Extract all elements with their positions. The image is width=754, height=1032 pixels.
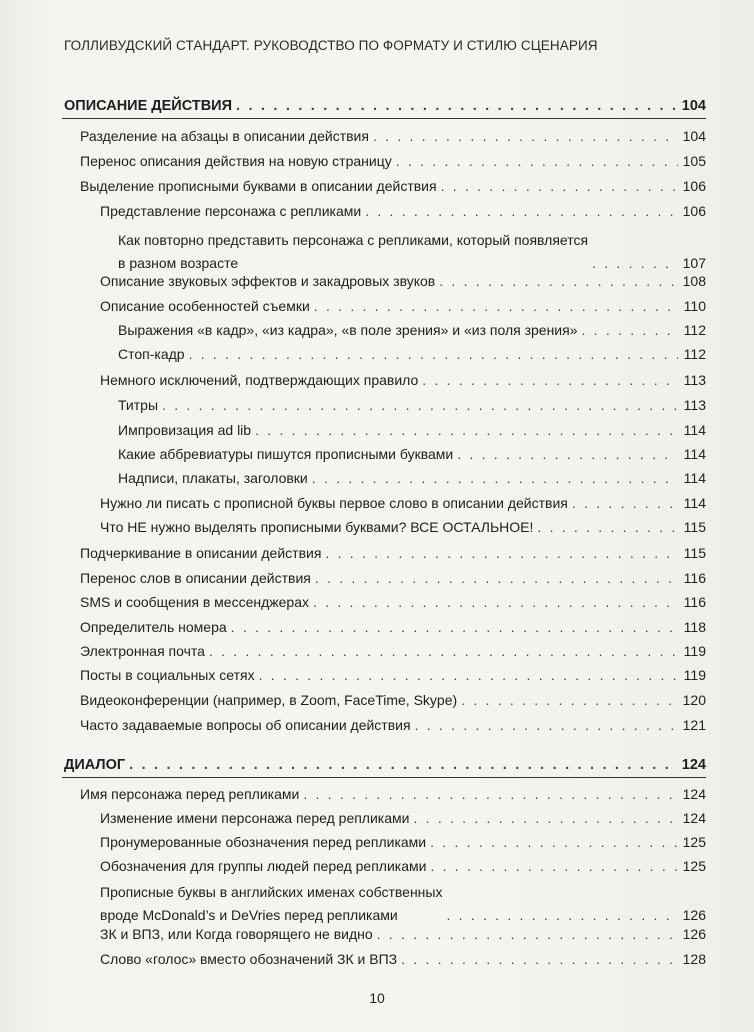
toc-page-number: 119 [683,643,706,659]
toc-leader-dots [377,926,678,943]
toc-page-number: 104 [682,128,706,144]
toc-leader-dots [209,643,678,660]
toc-leader-dots [259,667,678,684]
toc-entry-title: ЗК и ВПЗ, или Когда говорящего не видно [100,926,373,942]
toc-entry-title: Обозначения для группы людей перед репликами [100,858,427,874]
toc-leader-dots [162,397,678,414]
toc-leader-dots [313,594,678,611]
toc-page-number: 114 [683,422,706,438]
toc-entry [80,153,706,170]
toc-entry-title: Электронная почта [80,643,205,659]
toc-entry-title [100,884,442,924]
toc-entry-title: Стоп-кадр [118,346,185,362]
toc-entry [118,470,706,487]
toc-leader-dots [365,203,678,220]
toc-entry [100,884,706,924]
toc-leader-dots [401,951,678,968]
toc-entry [118,346,706,363]
toc-page-number: 116 [683,570,706,586]
toc-entry-title: Представление персонажа с репликами [100,203,362,219]
toc-entry [100,926,706,943]
toc-leader-dots [430,858,678,875]
toc-entry [80,692,706,709]
toc-entry-title: Выражения «в кадр», «из кадра», «в поле зрения» и «из поля зрения» [118,322,578,338]
toc-page-number: 108 [682,273,706,289]
toc-leader-dots [582,322,679,339]
toc-entry [80,594,706,611]
toc-page-number: 124 [681,757,706,773]
toc-section-heading [64,757,706,774]
toc-page-number: 116 [683,594,706,610]
toc-entry [118,422,706,439]
toc-entry [118,232,706,272]
toc-entry [100,834,706,851]
toc-entry-title: Видеоконференции (например, в Zoom, FaceTime, Skype) [80,692,458,708]
toc-entry-title: Какие аббревиатуры пишутся прописными буквами [118,446,454,462]
toc-leader-dots [415,717,678,734]
toc-entry [80,786,706,803]
toc-entry [118,397,706,414]
toc-page-number: 126 [682,926,706,942]
toc-leader-dots [537,519,678,536]
toc-entry-title: Нужно ли писать с прописной буквы первое слово в описании действия [100,495,568,511]
toc-entry [80,643,706,660]
toc-page-number: 125 [682,834,706,850]
toc-page-number: 113 [683,372,706,388]
toc-leader-dots [231,619,678,636]
toc-entry [80,128,706,145]
toc-leader-dots [430,834,678,851]
toc-page-number: 115 [683,545,706,561]
toc-leader-dots [396,153,678,170]
toc-page-number: 106 [682,203,706,219]
toc-leader-dots [572,495,678,512]
toc-page-number: 112 [683,322,706,338]
toc-leader-dots [441,178,678,195]
toc-page-number: 119 [683,667,706,683]
page-number: 10 [369,990,385,1006]
toc-entry-title-line: Как повторно представить персонажа с репликами, который появляется [118,232,589,248]
toc-entry [100,519,706,536]
toc-leader-dots [413,810,678,827]
toc-leader-dots [592,255,678,272]
section-rule [62,118,706,119]
toc-entry [100,951,706,968]
toc-leader-dots [314,298,678,315]
toc-entry [118,322,706,339]
toc-leader-dots [325,545,678,562]
toc-entry [100,273,706,290]
toc-page-number: 120 [682,692,706,708]
toc-entry-title: Описание особенностей съемки [100,298,310,314]
toc-page-number: 105 [682,153,706,169]
toc-entry-title: Немного исключений, подтверждающих правило [100,372,419,388]
toc-entry-title: Титры [118,397,159,413]
toc-leader-dots [129,757,678,774]
toc-leader-dots [236,98,678,115]
toc-entry [80,717,706,734]
toc-page-number: 106 [682,178,706,194]
toc-entry-title: Слово «голос» вместо обозначений ЗК и ВПЗ [100,951,398,967]
toc-entry [100,298,706,315]
toc-entry-title: Импровизация ad lib [118,422,252,438]
toc-page-number: 115 [683,519,706,535]
toc-entry-title: Надписи, плакаты, заголовки [118,470,308,486]
toc-leader-dots [439,273,678,290]
toc-leader-dots [303,786,678,803]
toc-page-number: 124 [682,786,706,802]
toc-page-number: 114 [683,495,706,511]
toc-leader-dots [422,372,678,389]
toc-entry-title-line: в разном возрасте [118,255,239,271]
toc-entry-title: ДИАЛОГ [64,757,126,773]
toc-page-number: 125 [682,858,706,874]
toc-leader-dots [312,470,678,487]
toc-page-number: 126 [682,907,706,923]
toc-entry [80,545,706,562]
toc-entry-title: Пронумерованные обозначения перед репликами [100,834,427,850]
toc-entry-title: Разделение на абзацы в описании действия [80,128,369,144]
toc-entry-title: Посты в социальных сетях [80,667,255,683]
toc-entry-title: Определитель номера [80,619,227,635]
toc-leader-dots [315,570,678,587]
toc-entry-title: Перенос слов в описании действия [80,570,311,586]
toc-leader-dots [457,446,678,463]
running-head: ГОЛЛИВУДСКИЙ СТАНДАРТ. РУКОВОДСТВО ПО ФОРМАТУ И СТИЛЮ СЦЕНАРИЯ [64,38,598,53]
toc-entry [100,372,706,389]
toc-entry-title-line: Прописные буквы в английских именах собственных [100,884,443,900]
toc-entry-title-line: вроде McDonald’s и DeVries перед репликами [100,907,398,923]
toc-entry-title: Перенос описания действия на новую страницу [80,153,392,169]
toc-page-number: 112 [683,346,706,362]
toc-entry [118,446,706,463]
toc-entry [80,619,706,636]
toc-entry [100,858,706,875]
toc-page-number: 118 [683,619,706,635]
toc-entry-title: ОПИСАНИЕ ДЕЙСТВИЯ [64,98,233,114]
toc-entry-title: Что НЕ нужно выделять прописными буквами? ВСЕ ОСТАЛЬНОЕ! [100,519,534,535]
toc-entry-title: Выделение прописными буквами в описании действия [80,178,437,194]
toc-entry-title [118,232,588,272]
toc-entry [100,495,706,512]
toc-page-number: 110 [683,298,706,314]
toc-leader-dots [373,128,678,145]
toc-page-number: 114 [683,446,706,462]
toc-entry-title: Имя персонажа перед репликами [80,786,300,802]
toc-entry [100,203,706,220]
toc-leader-dots [446,907,678,924]
toc-page-number: 107 [682,255,706,271]
section-rule [62,777,706,778]
toc-page-number: 124 [682,810,706,826]
toc-page-number: 128 [682,951,706,967]
toc-section-heading [64,98,706,115]
toc-leader-dots [189,346,678,363]
toc-leader-dots [461,692,678,709]
toc-leader-dots [255,422,678,439]
toc-entry [80,178,706,195]
toc-entry-title: Описание звуковых эффектов и закадровых звуков [100,273,436,289]
toc-entry-title: Подчеркивание в описании действия [80,545,322,561]
toc-entry-title: Часто задаваемые вопросы об описании действия [80,717,411,733]
toc-page-number: 104 [681,98,706,114]
toc-entry [100,810,706,827]
toc-entry [80,570,706,587]
toc-entry-title: Изменение имени персонажа перед репликами [100,810,410,826]
toc-entry [80,667,706,684]
toc-page-number: 113 [683,397,706,413]
toc-entry-title: SMS и сообщения в мессенджерах [80,594,310,610]
toc-page-number: 121 [682,717,706,733]
toc-page-number: 114 [683,470,706,486]
